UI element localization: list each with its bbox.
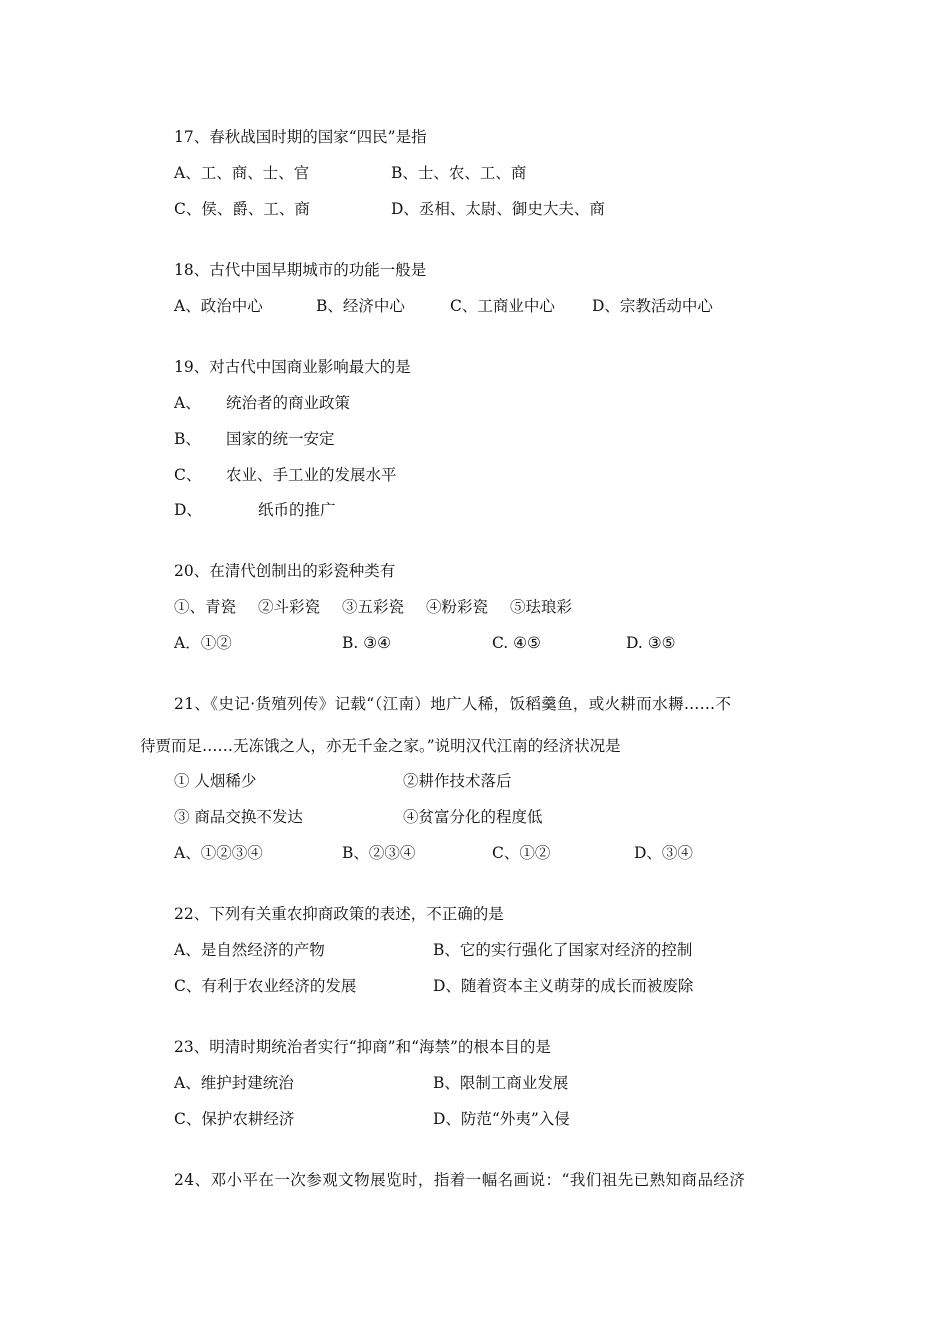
q21-option-b: B、②③④ [342, 844, 416, 862]
question-17-stem: 17、春秋战国时期的国家“四民”是指 [174, 128, 427, 146]
q18-option-b: B、经济中心 [316, 297, 405, 315]
q19-option-d-letter: D、 [174, 501, 202, 519]
q19-option-a-text: 统治者的商业政策 [226, 394, 351, 412]
q20-option-b: B. ③④ [342, 634, 392, 652]
q20-item-2: ②斗彩瓷 [258, 598, 321, 616]
q21-option-c: C、①② [492, 844, 551, 862]
q20-item-1: ①、青瓷 [174, 598, 237, 616]
q19-option-b-letter: B、 [174, 430, 201, 448]
q23-option-b: B、限制工商业发展 [433, 1074, 569, 1092]
q17-option-c: C、侯、爵、工、商 [174, 200, 310, 218]
q22-option-c: C、有利于农业经济的发展 [174, 977, 357, 995]
question-23-stem: 23、明清时期统治者实行“抑商”和“海禁”的根本目的是 [174, 1038, 551, 1056]
q18-option-d: D、宗教活动中心 [592, 297, 713, 315]
q22-option-d: D、随着资本主义萌芽的成长而被废除 [433, 977, 694, 995]
q19-option-c-letter: C、 [174, 466, 202, 484]
q21-item-4: ④贫富分化的程度低 [403, 808, 543, 826]
q17-option-d: D、丞相、太尉、御史大夫、商 [391, 200, 605, 218]
question-18-stem: 18、古代中国早期城市的功能一般是 [174, 261, 427, 279]
q23-option-a: A、维护封建统治 [174, 1074, 294, 1092]
q19-option-a-letter: A、 [174, 394, 201, 412]
q20-item-5: ⑤珐琅彩 [510, 598, 573, 616]
q20-option-a: A．①② [174, 634, 232, 652]
q19-option-c-text: 农业、手工业的发展水平 [226, 466, 397, 484]
question-21-stem-line1: 21、《史记·货殖列传》记载“（江南）地广人稀，饭稻羹鱼，或火耕而水耨……不 [174, 695, 732, 713]
q23-option-c: C、保护农耕经济 [174, 1110, 295, 1128]
q22-option-a: A、是自然经济的产物 [174, 941, 325, 959]
question-24-stem: 24、邓小平在一次参观文物展览时，指着一幅名画说：“我们祖先已熟知商品经济 [174, 1171, 746, 1189]
q17-option-a: A、工、商、士、官 [174, 164, 310, 182]
question-21-stem-line2: 待贾而足……无冻饿之人，亦无千金之家。”说明汉代江南的经济状况是 [140, 737, 621, 755]
q22-option-b: B、它的实行强化了国家对经济的控制 [433, 941, 693, 959]
question-20-stem: 20、在清代创制出的彩瓷种类有 [174, 562, 396, 580]
q20-item-3: ③五彩瓷 [342, 598, 405, 616]
q20-item-4: ④粉彩瓷 [426, 598, 489, 616]
q18-option-c: C、工商业中心 [450, 297, 555, 315]
question-19-stem: 19、对古代中国商业影响最大的是 [174, 358, 411, 376]
q19-option-b-text: 国家的统一安定 [226, 430, 335, 448]
q18-option-a: A、政治中心 [174, 297, 263, 315]
q21-item-3: ③ 商品交换不发达 [174, 808, 303, 826]
question-22-stem: 22、下列有关重农抑商政策的表述，不正确的是 [174, 905, 504, 923]
q21-item-2: ②耕作技术落后 [403, 772, 512, 790]
q19-option-d-text: 纸币的推广 [258, 501, 336, 519]
q21-option-a: A、①②③④ [174, 844, 263, 862]
q20-option-d: D. ③⑤ [626, 634, 676, 652]
q21-option-d: D、③④ [634, 844, 693, 862]
q20-option-c: C. ④⑤ [492, 634, 541, 652]
q17-option-b: B、士、农、工、商 [391, 164, 527, 182]
q21-item-1: ① 人烟稀少 [174, 772, 257, 790]
q23-option-d: D、防范“外夷”入侵 [433, 1110, 570, 1128]
